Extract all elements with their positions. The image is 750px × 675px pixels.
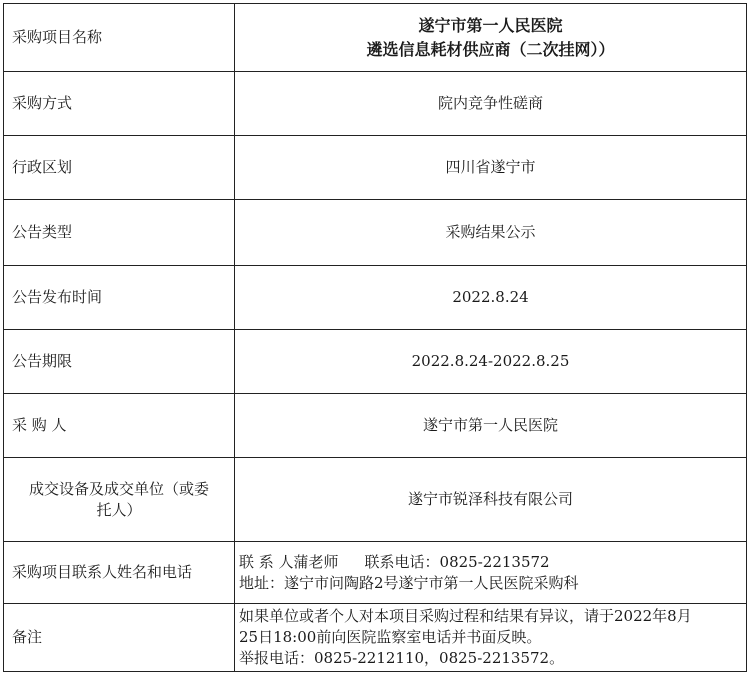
label-remarks: 备注 [4,604,235,672]
label-administrative-region: 行政区划 [4,136,235,200]
winning-supplier-label-line-1: 成交设备及成交单位（或委 [28,479,209,498]
remarks-line-2: 25日18:00前向医院监察室电话并书面反映。 [239,628,542,646]
value-announcement-type: 采购结果公示 [235,200,747,266]
contact-line [239,552,742,573]
row-remarks [4,604,747,672]
winning-supplier-label-line-2: 托人） [96,500,142,519]
value-publish-date: 2022.8.24 [235,266,747,330]
row-publish-date [4,266,747,330]
project-name-line-2: 遴选信息耗材供应商（二次挂网）） [366,39,615,59]
value-project-name [235,4,747,72]
value-purchaser: 遂宁市第一人民医院 [235,394,747,458]
row-administrative-region [4,136,747,200]
row-purchaser [4,394,747,458]
value-winning-supplier: 遂宁市锐泽科技有限公司 [235,458,747,542]
label-publish-date: 公告发布时间 [4,266,235,330]
value-announcement-period: 2022.8.24-2022.8.25 [235,330,747,394]
procurement-info-table [3,3,747,672]
remarks-line-3: 举报电话：0825-2212110，0825-2213572。 [239,649,565,667]
row-announcement-period [4,330,747,394]
label-announcement-period: 公告期限 [4,330,235,394]
remarks-line-1: 如果单位或者个人对本项目采购过程和结果有异议，请于2022年8月 [239,607,692,625]
value-administrative-region: 四川省遂宁市 [235,136,747,200]
row-project-name [4,4,747,72]
label-announcement-type: 公告类型 [4,200,235,266]
label-winning-supplier [4,458,235,542]
value-contact [235,542,747,604]
contact-address: 地址：遂宁市问陶路2号遂宁市第一人民医院采购科 [239,573,579,592]
procurement-result-document [3,3,747,671]
row-winning-supplier [4,458,747,542]
label-contact: 采购项目联系人姓名和电话 [4,542,235,604]
contact-name: 联 系 人蒲老师 [239,552,339,571]
contact-phone: 联系电话：0825-2213572 [364,552,550,571]
label-procurement-method: 采购方式 [4,72,235,136]
project-name-line-1: 遂宁市第一人民医院 [418,15,563,35]
label-purchaser: 采 购 人 [4,394,235,458]
row-announcement-type [4,200,747,266]
label-project-name: 采购项目名称 [4,4,235,72]
value-procurement-method: 院内竞争性磋商 [235,72,747,136]
row-procurement-method [4,72,747,136]
row-contact [4,542,747,604]
value-remarks [235,604,747,672]
